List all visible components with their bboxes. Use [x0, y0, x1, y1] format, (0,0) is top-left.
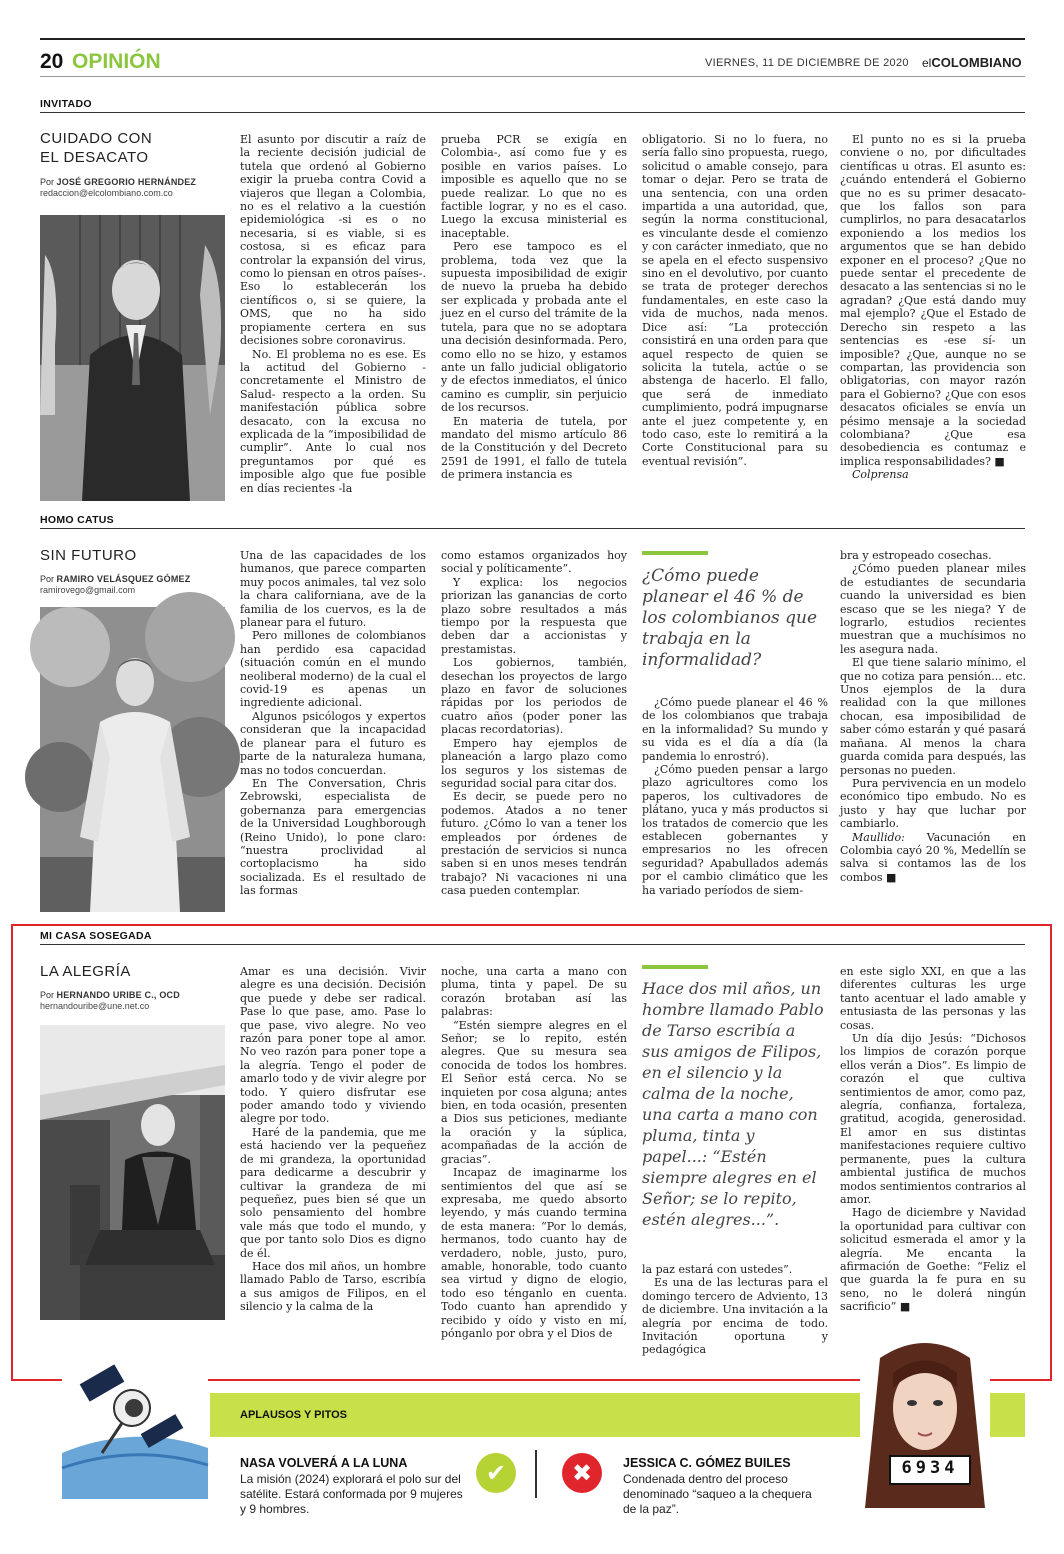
- pull-quote: Hace dos mil años, un hombre llamado Pablo de Tarso escribía a sus amigos de Filipos, en el silencio y la calma de la noche, una carta a mano con pluma, tinta y papel...: “Estén siempre alegres en el Señor; se lo repito, estén alegres...”.: [642, 979, 824, 1229]
- top-rule: [40, 38, 1025, 40]
- article-column: noche, una carta a mano con pluma, tinta y papel. De su corazón brotaban así las palabras: “Estén siempre alegres en el Señor; se lo repito, estén alegres. Que su mesura sea conocida de todos los hombres. El Señor está cerca. No se inquieten por cosa alguna; antes bien, en toda ocasión, presenten a Dios sus peticiones, mediante la oración y la súplica, acompañadas de la acción de gracias”. Incapaz de imaginarme los sentimientos del que así se expresaba, me quedo absorto leyendo, y más cuando termina de esta manera: “Por lo demás, hermanos, todo cuanto hay de verdadero, noble, justo, puro, amable, honorable, todo cuanto sea virtud y digno de elogio, todo eso ténganlo en cuenta. Todo cuanto han aprendido y recibido y oído y visto en mí, pónganlo por obra y el Dios de: [441, 965, 627, 1340]
- article-title: LA ALEGRÍA: [40, 963, 131, 980]
- author-photo: [40, 607, 225, 912]
- section-rule: [40, 944, 1025, 945]
- byline: Por JOSÉ GREGORIO HERNÁNDEZ: [40, 177, 197, 187]
- issue-date: VIERNES, 11 DE DICIEMBRE DE 2020: [705, 57, 909, 69]
- author-email[interactable]: hernandouribe@une.net.co: [40, 1001, 150, 1011]
- author-photo: [40, 1025, 225, 1320]
- article-title: CUIDADO CON EL DESACATO: [40, 130, 153, 166]
- article-column: prueba PCR se exigía en Colombia-, así como fue y es posible en varios países. Lo imposible es aquello que no se puede realizar. Lo que no es factible lograr, y no es el caso. Luego la excusa ministerial es inaceptable. Pero ese tampoco es el problema, toda vez que la supuesta imposibilidad de exigir de nuevo la prueba ha debido ser explicada y probada ante el juez en el curso del trámite de la tutela, para que no se adoptara una decisión desinformada. Pero, como ello no se hizo, y estamos ante un fallo judicial obligatorio y de efectos inmediatos, el único camino es cumplir, sin perjuicio de los recursos. En materia de tutela, por mandato del mismo artículo 86 de la Constitución y del Decreto 2591 de 1991, el fallo de tutela de primera instancia es: [441, 133, 627, 482]
- author-email[interactable]: redaccion@elcolombiano.com.co: [40, 188, 173, 198]
- applause-title: NASA VOLVERÁ A LA LUNA: [240, 1456, 408, 1470]
- article-column: como estamos organizados hoy social y políticamente”. Y explica: los negocios priorizan las ganancias de corto plazo sobre resultados a más tiempo por la respuesta que deben dar a accionistas y prestamistas. Los gobiernos, también, desechan los proyectos de largo plazo en favor de soluciones rápidas por los periodos de cuatro años (poder poner las placas recordatorias). Empero hay ejemplos de planeación a largo plazo como los seguros y los sistemas de seguridad social para citar dos. Es decir, se puede pero no podemos. Atados a no tener futuro. ¿Cómo lo van a tener los empleados por órdenes de prestación de servicios si nunca saben si en unos meses tendrán trabajo? Ni vacaciones ni una casa pueden contemplar.: [441, 549, 627, 898]
- byline: Por RAMIRO VELÁSQUEZ GÓMEZ: [40, 574, 191, 584]
- author-photo: [40, 215, 225, 501]
- article-column: El punto no es si la prueba conviene o no, por dificultades científicas u otras. El asunto es: ¿cuándo entenderá el Gobierno que no es su primer desacato- que los fallos son para cumplirlos, no para desacatarlos exponiendo a los medios los argumentos que se han debido exponer en el proceso? ¿Que no puede sentar el precedente de desacato a las sentencias si no le agradan? ¿Que está dando muy mal ejemplo? ¿Que el Estado de Derecho sin respeto a las sentencias es -ese sí- un imposible? ¿Que, aunque no se compartan, las providencia son obligatorias, con mayor razón para el Gobierno? ¿Que con esos desacatos oficiales se envía un pésimo mensaje a la sociedad colombiana? ¿Que esa desobediencia es contumaz e implica responsabilidades? ■ Colprensa: [840, 133, 1026, 482]
- pito-text: Condenada dentro del proceso denominado “saqueo a la chequera de la paz”.: [623, 1472, 812, 1516]
- article-column: obligatorio. Si no lo fuera, no sería fallo sino propuesta, ruego, solicitud o amable consejo, para tomar o dejar. Pero se trata de una sentencia, con una orden impartida a una autoridad, que, según la norma constitucional, es vinculante desde el comienzo y con carácter inmediato, que no se apela en el efecto suspensivo sino en el devolutivo, por cuanto se trata de proteger derechos fundamentales, en este caso la vida de muchos, nada menos. Dice así: “La protección consistirá en una orden para que aquel respecto de quien se solicita la tutela, actúe o se abstenga de hacerlo. El fallo, que será de inmediato cumplimiento, podrá impugnarse ante el juez competente y, en todo caso, este lo remitirá a la Corte Constitucional para su eventual revisión”.: [642, 133, 828, 468]
- article-column: El asunto por discutir a raíz de la reciente decisión judicial de tutela que ordenó al Gobierno exigir la prueba contra Covid a viajeros que llegan a Colombia, no es el relativo a la cuestión epidemiológica -si es o no necesaria, si es viable, si es costosa, si es eficaz para controlar la expansión del virus, como lo piensan en otros países-. Eso lo establecerán los científicos o, si se quiere, la OMS, que no ha sido propiamente certera en sus decisiones sobre coronavirus. No. El problema no es ese. Es la actitud del Gobierno -concretamente el Ministro de Salud- respecto a la orden. Su manifestación pública sobre desacato, con la excusa no explicada de la “imposibilidad de cumplir”. Ante lo cual nos preguntamos por qué es imposible algo que fue posible en días recientes -la: [240, 133, 426, 495]
- article-column: ¿Cómo puede planear el 46 % de los colombianos que trabaja en la informalidad? Su mundo y su vida es el día a día (la pandemia lo enrostró). ¿Cómo pueden pensar a largo plazo agricultores como los paperos, los cultivadores de plátano, yuca y más productos si los tratados de comercio que les establecen gobernantes y empresarios no les ofrecen seguridad? Apabullados además por el cambio climático que les ha variado períodos de siem-: [642, 696, 828, 897]
- brand-logo: elCOLOMBIANO: [922, 55, 1022, 70]
- section-label: INVITADO: [40, 98, 92, 110]
- applause-text: La misión (2024) explorará el polo sur del satélite. Estará conformada por 9 mujeres y 9 hombres.: [240, 1472, 463, 1516]
- pullquote-accent: [642, 551, 708, 555]
- byline: Por HERNANDO URIBE C., OCD: [40, 990, 180, 1000]
- section-label: HOMO CATUS: [40, 514, 114, 526]
- article-title: SIN FUTURO: [40, 547, 137, 564]
- article-column: en este siglo XXI, en que a las diferentes culturas les urge tanto acentuar el lado amable y entusiasta de las personas y las cosas. Un día dijo Jesús: “Dichosos los limpios de corazón porque ellos verán a Dios”. Es limpio de corazón el que cultiva sentimientos de amor, como paz, alegría, confianza, fortaleza, gratitud, acogida, generosidad. El amor en sus distintas manifestaciones requiere cultivo permanente, pues la cultura ambiental justifica de muchos modos sentimientos contrarios al amor. Hago de diciembre y Navidad la oportunidad para cultivar con solicitud esmerada el amor y la alegría. Me encanta la afirmación de Goethe: “Feliz el que guarda la fe pura en su seno, no le dolerá ningún sacrificio” ■: [840, 965, 1026, 1314]
- page-number: 20: [40, 50, 64, 73]
- pullquote-accent: [642, 965, 708, 969]
- astronaut-illustration: [62, 1353, 208, 1499]
- check-icon: ✔: [476, 1453, 516, 1493]
- article-column: Una de las capacidades de los humanos, que parece comparten muy pocos animales, tal vez solo la chara californiana, ave de la familia de los cuervos, es la de planear para el futuro. Pero millones de colombianos han perdido esa capacidad (situación común en el mundo neoliberal moderno) de la cual el covid-19 es apenas un ingrediente adicional. Algunos psicólogos y expertos consideran que la incapacidad de planear para el futuro es parte de la naturaleza humana, mas no todos concuerdan. En The Conversation, Chris Zebrowski, especialista de gobernanza para emergencias de la Universidad Loughborough (Reino Unido), lo pone claro: “nuestra proclividad al cortoplacismo ha sido socializada. Es el resultado de las formas: [240, 549, 426, 898]
- section-rule: [40, 528, 1025, 529]
- section-title: OPINIÓN: [72, 50, 161, 73]
- mugshot-illustration: [860, 1338, 990, 1508]
- header-rule: [40, 76, 1025, 77]
- article-column: Amar es una decisión. Vivir alegre es una decisión. Decisión que puede y debe ser radical. Pase lo que pase, amo. Pase lo que pase, vivo alegre. No veo razón para poner tope al amor. No veo razón para poner tope a la alegría. Tengo el poder de amarlo todo y de vivir alegre por todo. Y quiero disfrutar ese poder amando todo y viviendo alegre por todo. Haré de la pandemia, que me está haciendo ver la pequeñez de mi grandeza, la oportunidad para dedicarme a descubrir y cultivar la grandeza de mi pequeñez, pues bien sé que un solo pensamiento del hombre vale más que todo el mundo, y que por tanto solo Dios es digno de él. Hace dos mil años, un hombre llamado Pablo de Tarso, escribía a sus amigos de Filipos, en el silencio y la calma de la: [240, 965, 426, 1314]
- section-label: MI CASA SOSEGADA: [40, 930, 152, 942]
- pito-title: JESSICA C. GÓMEZ BUILES: [623, 1456, 791, 1470]
- cross-icon: ✖: [562, 1453, 602, 1493]
- aplausos-label: APLAUSOS Y PITOS: [240, 1409, 347, 1421]
- article-column: bra y estropeado cosechas. ¿Cómo pueden planear miles de estudiantes de secundaria cuando la universidad es bien escaso que se les niega? Y de lograrlo, estudios recientes muestran que a muchísimos no les asegura nada. El que tiene salario mínimo, el que no cotiza para pensión... etc. Unos ejemplos de la dura realidad con la que millones chocan, esa imposibilidad de saber cómo estarán y qué pasará mañana. Al menos la chara guarda comida para después, las personas no pueden. Pura pervivencia en un modelo económico tipo embudo. No es justo y hay que luchar por cambiarlo. Maullido: Vacunación en Colombia cayó 20 %, Medellín se salva si contamos las de los combos ■: [840, 549, 1026, 884]
- article-column: la paz estará con ustedes”. Es una de las lecturas para el domingo tercero de Adviento, 13 de diciembre. Una invitación a la alegría por encima de todo. Invitación oportuna y pedagógica: [642, 1263, 828, 1357]
- plaque-number: 6934: [901, 1458, 959, 1478]
- pull-quote: ¿Cómo puede planear el 46 % de los colombianos que trabaja en la informalidad?: [642, 566, 818, 670]
- divider: [535, 1450, 537, 1498]
- section-rule: [40, 112, 1025, 113]
- author-email[interactable]: ramirovego@gmail.com: [40, 585, 136, 595]
